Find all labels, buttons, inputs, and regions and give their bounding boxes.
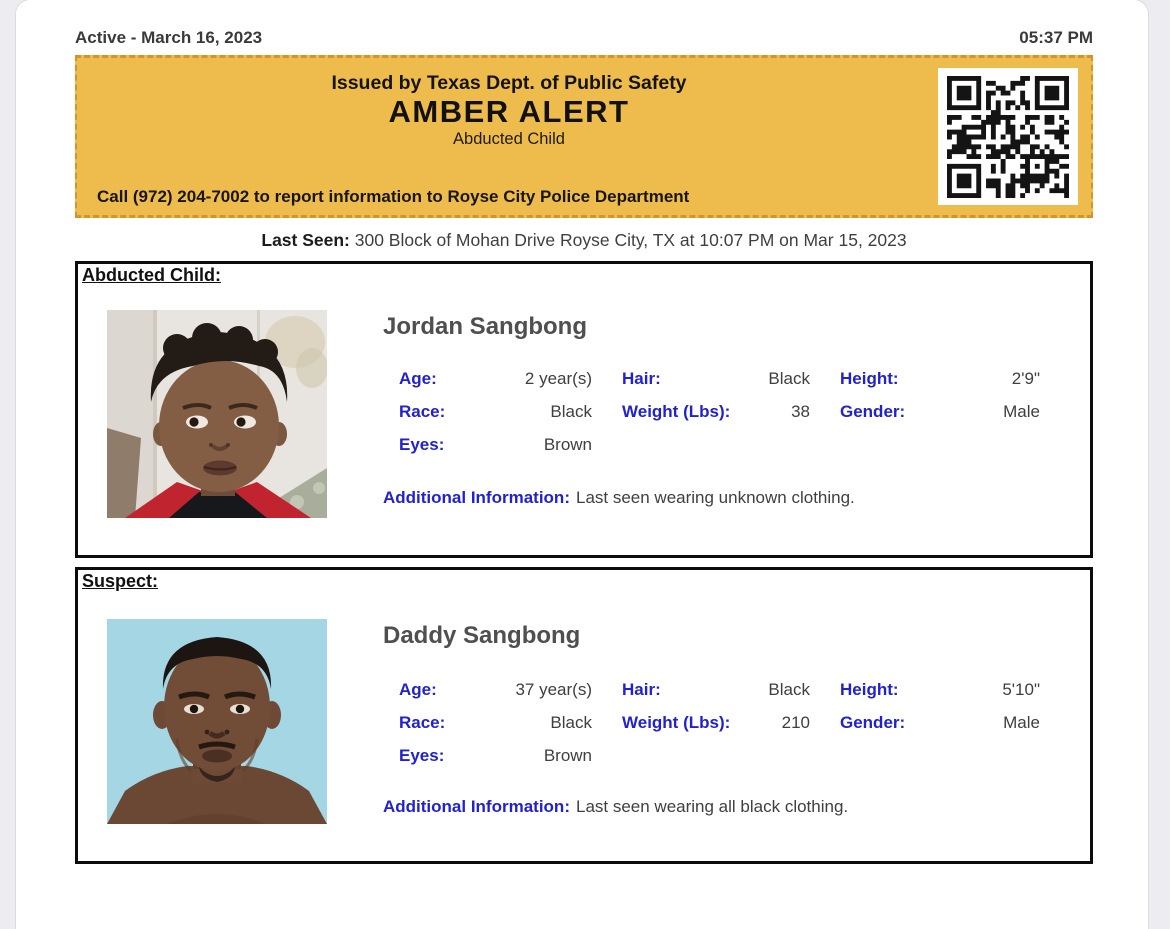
last-seen-line [75, 230, 1093, 251]
person-name: Daddy Sangbong [383, 622, 581, 649]
field-hair [622, 368, 810, 389]
field-value: 2 year(s) [524, 369, 592, 388]
additional-information-line [383, 487, 1048, 508]
section-heading: Suspect: [82, 571, 159, 591]
field-label: Height: [840, 369, 899, 388]
person-details-grid [399, 368, 1048, 455]
field-age [399, 368, 592, 389]
field-value: Black [550, 402, 592, 421]
field-value: Brown [543, 746, 592, 765]
additional-information-value: Last seen wearing all black clothing. [575, 797, 849, 816]
field-height [840, 679, 1040, 700]
field-value: Brown [543, 435, 592, 454]
field-value: Male [1003, 713, 1040, 732]
suspect-photo [107, 619, 327, 824]
field-value: Black [550, 713, 592, 732]
qr-code-icon [938, 68, 1078, 205]
field-weight [622, 712, 810, 733]
field-label: Eyes: [399, 435, 445, 454]
field-value: 210 [781, 713, 810, 732]
field-gender [840, 712, 1040, 733]
field-value: 38 [791, 402, 810, 421]
person-name: Jordan Sangbong [383, 313, 587, 340]
person-details-grid [399, 679, 1048, 766]
field-race [399, 401, 592, 422]
banner-issuer-text: Issued by Texas Dept. of Public Safety [331, 72, 687, 94]
suspect-section [75, 567, 1093, 864]
additional-information-label: Additional Information: [383, 797, 570, 816]
field-eyes [399, 745, 592, 766]
field-age [399, 679, 592, 700]
field-hair [622, 679, 810, 700]
last-seen-value: 300 Block of Mohan Drive Royse City, TX at 10:07 PM on Mar 15, 2023 [354, 230, 907, 250]
field-value: 37 year(s) [515, 680, 592, 699]
field-label: Weight (Lbs): [622, 402, 731, 421]
abducted-child-section [75, 261, 1093, 558]
field-value: Black [768, 680, 810, 699]
banner-subtitle-text: Abducted Child [453, 130, 565, 148]
field-label: Weight (Lbs): [622, 713, 731, 732]
abducted-child-photo [107, 310, 327, 518]
last-seen-label: Last Seen: [261, 230, 350, 250]
banner-title-text: AMBER ALERT [388, 94, 630, 129]
field-value: Black [768, 369, 810, 388]
field-label: Hair: [622, 680, 661, 699]
field-label: Age: [399, 369, 437, 388]
alert-document-page [16, 0, 1148, 929]
field-label: Hair: [622, 369, 661, 388]
field-race [399, 712, 592, 733]
field-label: Race: [399, 402, 446, 421]
report-phone-line: Call (972) 204-7002 to report information to Royse City Police Department [97, 187, 690, 206]
additional-information-label: Additional Information: [383, 488, 570, 507]
field-label: Gender: [840, 713, 906, 732]
status-date-text: Active - March 16, 2023 [75, 28, 263, 47]
additional-information-value: Last seen wearing unknown clothing. [575, 488, 855, 507]
field-label: Height: [840, 680, 899, 699]
field-value: Male [1003, 402, 1040, 421]
amber-alert-banner [75, 55, 1093, 218]
field-height [840, 368, 1040, 389]
document-status-row [75, 28, 1093, 48]
timestamp-text: 05:37 PM [1019, 28, 1093, 47]
field-weight [622, 401, 810, 422]
field-eyes [399, 434, 592, 455]
field-label: Gender: [840, 402, 906, 421]
field-value: 5'10" [1002, 680, 1040, 699]
additional-information-line [383, 796, 1048, 817]
field-value: 2'9" [1011, 369, 1040, 388]
field-gender [840, 401, 1040, 422]
field-label: Race: [399, 713, 446, 732]
field-label: Eyes: [399, 746, 445, 765]
field-label: Age: [399, 680, 437, 699]
section-heading: Abducted Child: [82, 265, 221, 285]
